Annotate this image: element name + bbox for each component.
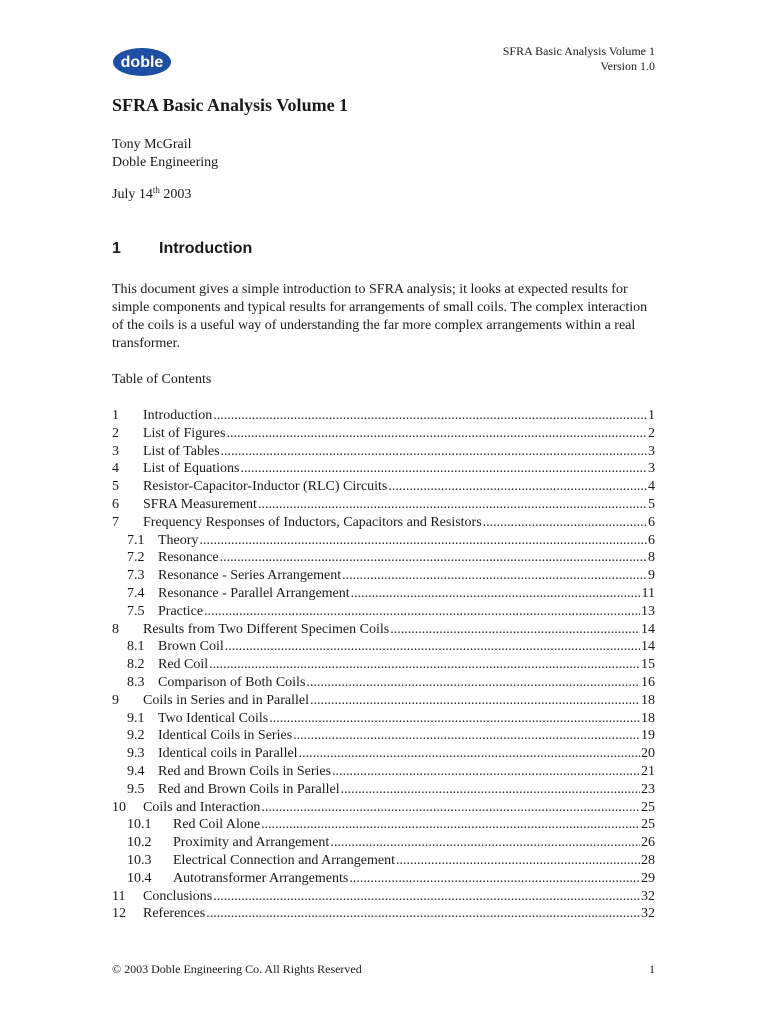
toc-leader-dots [299,745,640,763]
toc-entry-page: 20 [641,746,655,762]
toc-label: Table of Contents [112,372,212,387]
toc-entry-title: Comparison of Both Coils [158,674,306,690]
toc-entry-page: 13 [641,603,655,619]
table-of-contents [112,407,655,923]
footer-page-number: 1 [649,962,655,976]
toc-leader-dots [341,781,640,799]
toc-entry[interactable] [112,888,655,906]
toc-entry[interactable] [112,496,655,514]
toc-entry-title: Identical Coils in Series [158,728,293,744]
document-title: SFRA Basic Analysis Volume 1 [112,95,349,115]
toc-entry[interactable] [112,710,655,728]
toc-entry-number: 11 [112,888,126,904]
toc-entry-page: 29 [641,870,655,886]
footer-copyright: © 2003 Doble Engineering Co. All Rights Reserved [112,962,362,976]
toc-entry-number: 7.3 [127,568,145,584]
toc-leader-dots [261,799,640,817]
toc-entry-number: 9.3 [127,746,145,762]
toc-entry[interactable] [112,763,655,781]
toc-entry-page: 14 [641,639,655,655]
toc-leader-dots [330,834,640,852]
toc-entry[interactable] [112,585,655,603]
section-heading [112,240,252,258]
toc-entry-number: 9.4 [127,763,145,779]
toc-entry[interactable] [112,638,655,656]
toc-entry-number: 10.4 [127,870,152,886]
toc-entry-title: List of Equations [143,461,240,477]
toc-entry-page: 5 [648,496,655,512]
toc-leader-dots [213,888,640,906]
toc-entry-page: 14 [641,621,655,637]
toc-entry-page: 23 [641,781,655,797]
toc-leader-dots [349,870,640,888]
toc-entry-title: Conclusions [143,888,213,904]
author-block [112,136,218,172]
toc-entry-page: 1 [648,408,655,423]
toc-entry-title: References [143,906,206,922]
date-prefix: July 14 [112,187,153,202]
toc-entry-title: Resonance [158,550,219,566]
toc-entry-title: Coils in Series and in Parallel [143,692,310,708]
toc-entry-number: 9.1 [127,710,145,726]
toc-entry-number: 10 [112,799,126,815]
toc-entry-title: Resistor-Capacitor-Inductor (RLC) Circuits [143,479,388,495]
toc-entry-page: 16 [641,674,655,690]
toc-entry[interactable] [112,674,655,692]
toc-entry-number: 9.2 [127,728,145,744]
toc-entry-page: 18 [641,710,655,726]
toc-entry-number: 10.1 [127,817,152,833]
toc-entry-title: Autotransformer Arrangements [173,870,349,886]
toc-entry-number: 7.4 [127,585,145,601]
author-org: Doble Engineering [112,155,219,170]
toc-leader-dots [306,674,640,692]
toc-entry-title: Proximity and Arrangement [173,835,330,851]
toc-entry-page: 25 [641,799,655,815]
toc-entry[interactable] [112,834,655,852]
toc-entry-page: 2 [648,425,655,441]
toc-entry-title: Coils and Interaction [143,799,261,815]
document-date [112,187,191,203]
toc-entry[interactable] [112,460,655,478]
toc-entry-number: 5 [112,479,119,495]
logo-text: doble [120,54,164,71]
toc-entry[interactable] [112,549,655,567]
toc-entry[interactable] [112,514,655,532]
toc-entry[interactable] [112,816,655,834]
toc-entry[interactable] [112,727,655,745]
toc-entry-number: 12 [112,906,126,922]
toc-leader-dots [390,621,640,639]
toc-entry[interactable] [112,656,655,674]
toc-entry-page: 21 [641,763,655,779]
toc-entry[interactable] [112,781,655,799]
toc-entry-title: Results from Two Different Specimen Coils [143,621,390,637]
toc-leader-dots [310,692,640,710]
toc-entry-page: 25 [641,817,655,833]
toc-entry-title: Practice [158,603,204,619]
toc-leader-dots [206,905,640,923]
toc-entry-page: 9 [648,568,655,584]
toc-entry[interactable] [112,852,655,870]
toc-leader-dots [226,425,647,443]
toc-entry-title: Brown Coil [158,639,224,655]
toc-entry[interactable] [112,478,655,496]
toc-leader-dots [351,585,641,603]
toc-entry-page: 18 [641,692,655,708]
toc-entry-page: 11 [641,585,655,601]
toc-entry-title: Theory [158,532,199,548]
author-name: Tony McGrail [112,137,192,152]
toc-leader-dots [293,727,640,745]
toc-entry-page: 19 [641,728,655,744]
toc-entry-title: List of Tables [143,443,220,459]
toc-entry-page: 6 [648,532,655,548]
toc-leader-dots [213,407,647,425]
toc-entry-page: 3 [648,443,655,459]
toc-entry[interactable] [112,905,655,923]
toc-entry-number: 10.2 [127,835,152,851]
page-footer [112,962,655,977]
toc-entry-title: SFRA Measurement [143,496,257,512]
toc-entry-title: Red Coil Alone [173,817,261,833]
toc-entry-number: 9 [112,692,119,708]
toc-entry[interactable] [112,799,655,817]
toc-entry-title: Electrical Connection and Arrangement [173,852,395,868]
toc-entry-page: 6 [648,514,655,530]
toc-entry-title: Red and Brown Coils in Parallel [158,781,340,797]
section-number: 1 [112,240,121,257]
toc-entry-number: 8.1 [127,639,145,655]
toc-leader-dots [269,710,640,728]
toc-entry-page: 15 [641,657,655,673]
toc-entry-number: 9.5 [127,781,145,797]
toc-entry-page: 4 [648,479,655,495]
toc-entry-page: 28 [641,852,655,868]
toc-entry-number: 8.2 [127,657,145,673]
toc-leader-dots [396,852,640,870]
toc-entry-title: Red Coil [158,657,209,673]
header-doc-name: SFRA Basic Analysis Volume 1 [502,44,655,58]
intro-paragraph: This document gives a simple introduction to SFRA analysis; it looks at expected results for simple components and typical results for arrangements of small coils. The complex interaction of the coils is a useful way of understanding the far more complex arrangements within a real transformer. [112,282,648,351]
toc-entry-page: 8 [648,550,655,566]
toc-leader-dots [204,603,640,621]
toc-entry-page: 3 [648,461,655,477]
toc-entry[interactable] [112,621,655,639]
toc-entry[interactable] [112,407,655,425]
toc-entry-number: 1 [112,408,119,423]
toc-entry[interactable] [112,425,655,443]
toc-entry-number: 10.3 [127,852,152,868]
toc-entry-title: Two Identical Coils [158,710,269,726]
toc-entry[interactable] [112,870,655,888]
toc-entry-number: 8 [112,621,119,637]
toc-entry-page: 32 [641,888,655,904]
toc-entry-number: 8.3 [127,674,145,690]
section-title: Introduction [159,240,253,257]
toc-entry-number: 7.2 [127,550,145,566]
toc-leader-dots [258,496,647,514]
toc-entry[interactable] [112,532,655,550]
toc-entry-page: 32 [641,906,655,922]
header-version: Version 1.0 [600,59,655,73]
toc-entry-number: 4 [112,461,119,477]
toc-entry-title: Identical coils in Parallel [158,746,298,762]
toc-leader-dots [342,567,647,585]
toc-entry-title: Frequency Responses of Inductors, Capacitors and Resistors [143,514,482,530]
toc-entry-title: Resonance - Series Arrangement [158,568,342,584]
toc-leader-dots [261,816,640,834]
toc-entry[interactable] [112,692,655,710]
toc-entry-title: Red and Brown Coils in Series [158,763,332,779]
toc-entry[interactable] [112,745,655,763]
doble-logo [112,47,172,77]
toc-entry[interactable] [112,443,655,461]
toc-entry-title: List of Figures [143,425,226,441]
toc-leader-dots [483,514,647,532]
toc-entry-title: Introduction [143,408,213,423]
toc-leader-dots [199,532,647,550]
toc-entry-number: 7.1 [127,532,145,548]
toc-entry-number: 7 [112,514,119,530]
date-year: 2003 [159,187,192,202]
toc-leader-dots [240,460,647,478]
toc-leader-dots [220,549,647,567]
toc-leader-dots [332,763,640,781]
toc-entry-number: 2 [112,425,119,441]
date-ordinal: th [152,185,160,195]
toc-entry-page: 26 [641,835,655,851]
toc-entry-title: Resonance - Parallel Arrangement [158,585,350,601]
toc-leader-dots [388,478,647,496]
toc-entry-number: 6 [112,496,119,512]
running-header [503,44,655,74]
toc-entry-number: 7.5 [127,603,145,619]
toc-leader-dots [221,443,647,461]
toc-entry[interactable] [112,603,655,621]
toc-entry[interactable] [112,567,655,585]
toc-leader-dots [225,638,640,656]
toc-leader-dots [209,656,640,674]
toc-entry-number: 3 [112,443,119,459]
